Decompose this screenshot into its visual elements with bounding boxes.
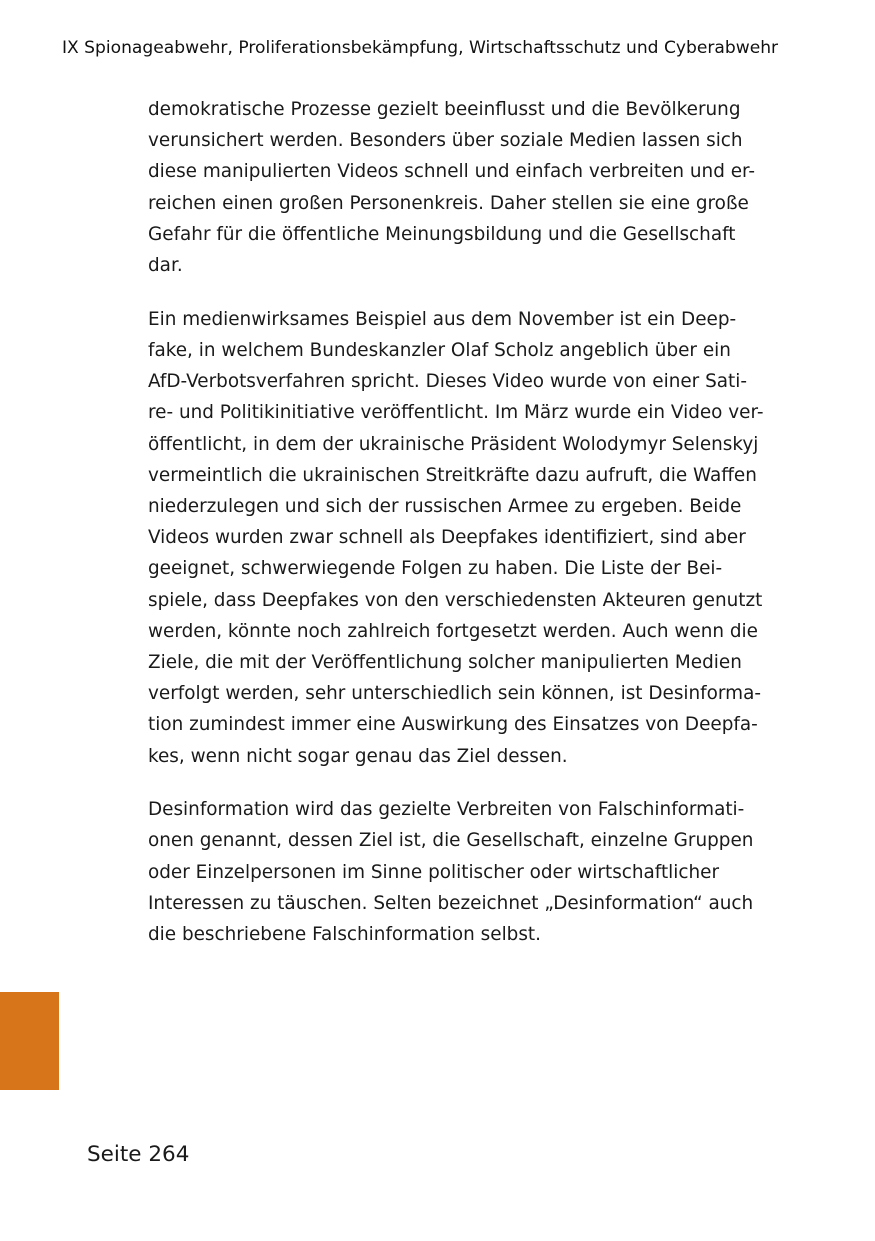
text-line: kes, wenn nicht sogar genau das Ziel dessen. <box>148 745 568 767</box>
text-line: Desinformation wird das gezielte Verbreiten von Falschinformati- <box>148 799 745 821</box>
text-line: werden, könnte noch zahlreich fortgesetzt werden. Auch wenn die <box>148 620 758 642</box>
text-line: vermeintlich die ukrainischen Streitkräfte dazu aufruft, die Waffen <box>148 464 757 486</box>
paragraph <box>148 94 788 281</box>
text-line: verfolgt werden, sehr unterschiedlich sein können, ist Desinforma- <box>148 683 761 705</box>
page-number: Seite 264 <box>87 1142 190 1167</box>
text-line: spiele, dass Deepfakes von den verschiedensten Akteuren genutzt <box>148 589 763 611</box>
text-line: demokratische Prozesse gezielt beeinflusst und die Bevölkerung <box>148 99 741 120</box>
text-line: onen genannt, dessen Ziel ist, die Gesellschaft, einzelne Gruppen <box>148 830 754 852</box>
text-line: die beschriebene Falschinformation selbst. <box>148 924 541 946</box>
text-line: fake, in welchem Bundeskanzler Olaf Scholz angeblich über ein <box>148 339 731 361</box>
text-line: niederzulegen und sich der russischen Armee zu ergeben. Beide <box>148 495 742 517</box>
text-line: öffentlicht, in dem der ukrainische Präsident Wolodymyr Selenskyj <box>148 433 759 455</box>
text-line: diese manipulierten Videos schnell und einfach verbreiten und er- <box>148 161 756 183</box>
running-header: IX Spionageabwehr, Proliferationsbekämpfung, Wirtschaftsschutz und Cyberabwehr <box>62 38 779 58</box>
text-line: geeignet, schwerwiegende Folgen zu haben. Die Liste der Bei- <box>148 558 723 580</box>
text-line: Ziele, die mit der Veröffentlichung solcher manipulierten Medien <box>148 651 742 673</box>
text-line: dar. <box>148 255 183 277</box>
text-line: Ein medienwirksames Beispiel aus dem November ist ein Deep- <box>148 308 737 330</box>
text-line: Interessen zu täuschen. Selten bezeichnet „Desinformation“ auch <box>148 892 754 914</box>
text-line: Videos wurden zwar schnell als Deepfakes identifiziert, sind aber <box>148 527 746 549</box>
paragraph <box>148 304 788 772</box>
chapter-color-tab <box>0 992 59 1090</box>
text-line: AfD-Verbotsverfahren spricht. Dieses Video wurde von einer Sati- <box>148 371 747 393</box>
text-line: verunsichert werden. Besonders über soziale Medien lassen sich <box>148 130 743 152</box>
text-line: tion zumindest immer eine Auswirkung des Einsatzes von Deepfa- <box>148 714 758 736</box>
text-line: Gefahr für die öffentliche Meinungsbildung und die Gesellschaft <box>148 223 736 245</box>
paragraph <box>148 794 788 950</box>
text-line: oder Einzelpersonen im Sinne politischer oder wirtschaftlicher <box>148 861 720 883</box>
body-text <box>148 94 788 973</box>
text-line: reichen einen großen Personenkreis. Daher stellen sie eine große <box>148 192 749 214</box>
text-line: re- und Politikinitiative veröffentlicht. Im März wurde ein Video ver- <box>148 402 764 424</box>
